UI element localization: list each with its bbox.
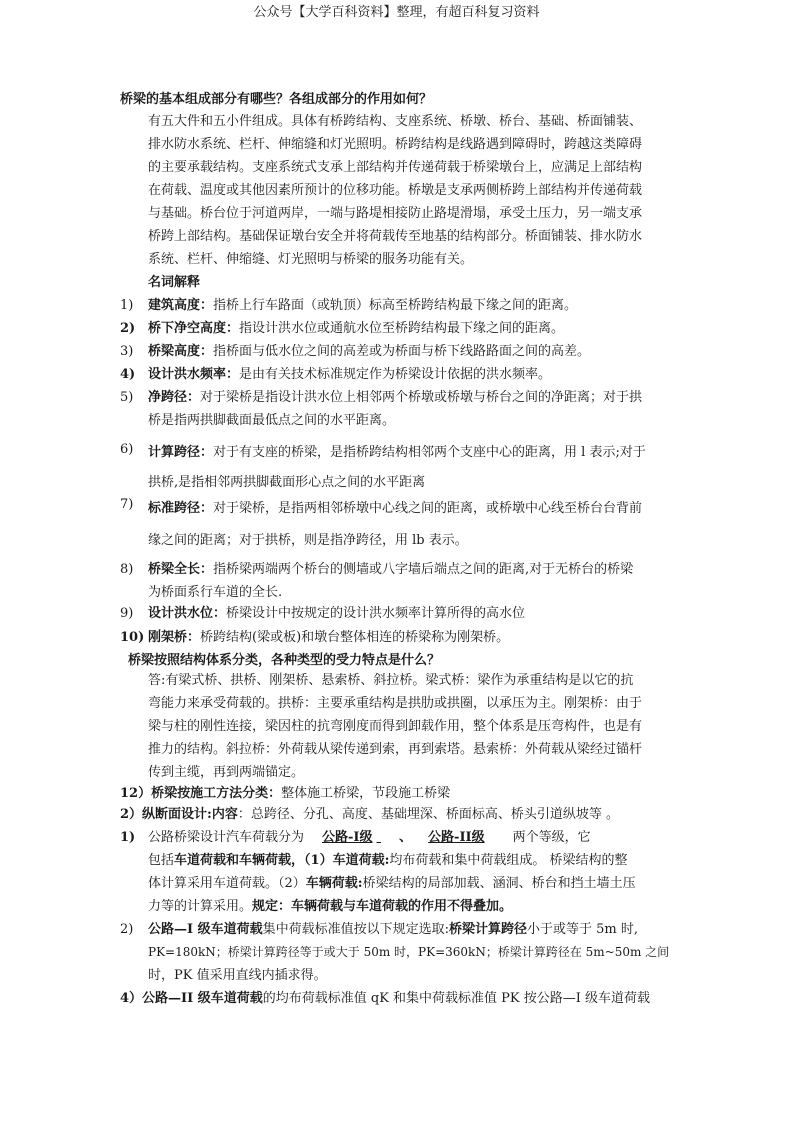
- load-item: [148, 826, 688, 918]
- term-label: 计算跨径：: [148, 445, 214, 460]
- question-2-title: 桥梁按照结构体系分类，各种类型的受力特点是什么？: [128, 653, 441, 668]
- load-item-4: [120, 987, 650, 1010]
- load-text: 公路桥梁设计汽车荷载分为: [148, 830, 305, 845]
- answer-line: 的主要承载结构。支座系统式支承上部结构并传递荷载于桥梁墩台上，应满足上部结构: [148, 160, 643, 175]
- load-emphasis: 车辆荷载:: [305, 876, 363, 891]
- load-text: PK=180kN；桥梁计算跨径等于或大于 50m 时，PK=360kN；桥梁计算跨径在 5m~50m 之间: [148, 945, 670, 959]
- load-text: 两个等级，它: [512, 830, 591, 845]
- grade-2: 公路-II级: [428, 830, 485, 845]
- term-label: 净跨径：: [148, 390, 201, 405]
- load-number: 2): [120, 922, 134, 937]
- answer-line: 排水防水系统、栏杆、伸缩缝和灯光照明。桥跨结构是线路遇到障碍时，跨越这类障碍: [148, 137, 643, 152]
- load-item: [148, 918, 688, 987]
- term-number: 7): [120, 497, 134, 512]
- page-header: 公众号【大学百科资料】整理，有超百科复习资料: [253, 5, 540, 20]
- term-item: [148, 602, 678, 625]
- section-label: 2）纵断面设计:内容: [120, 807, 238, 822]
- section-text: 整体施工桥梁，节段施工桥梁: [281, 786, 451, 801]
- term-item: [148, 438, 678, 498]
- term-definition: 拱桥,是指相邻两拱脚截面形心点之间的水平距离: [148, 475, 426, 490]
- answer-line: 传到主缆，再到两端锚定。: [148, 765, 305, 780]
- answer-line: 梁与柱的刚性连接，梁因柱的抗弯刚度而得到卸载作用，整个体系是压弯构件，也是有: [148, 719, 643, 734]
- question-1-title: 桥梁的基本组成部分有哪些？各组成部分的作用如何？: [120, 92, 433, 107]
- term-item: [148, 493, 678, 557]
- term-number: 6): [120, 442, 134, 457]
- load-text: 的均布荷载标准值 qK 和集中荷载标准值 PK 按公路—I 级车道荷载: [262, 991, 651, 1006]
- load-text: 集中荷载标准值按以下规定选取:: [262, 922, 449, 937]
- term-definition: 对于梁桥，是指两相邻桥墩中心线之间的距离，或桥墩中心线至桥台台背前: [213, 501, 643, 516]
- term-number: 4): [120, 367, 136, 382]
- term-definition: 对于梁桥是指设计洪水位上相邻两个桥墩或桥墩与桥台之间的净距离；对于拱: [200, 390, 643, 405]
- load-emphasis: 规定：车辆荷载与车道荷载的作用不得叠加。: [252, 899, 513, 914]
- answer-line: 有五大件和五小件组成。具体有桥跨结构、支座系统、桥墩、桥台、基础、桥面铺装、: [148, 114, 643, 129]
- term-number: 1): [120, 298, 134, 313]
- term-item: [148, 363, 678, 386]
- term-number: 10): [120, 630, 145, 645]
- term-number: 3): [120, 344, 134, 359]
- answer-line: 在荷载、温度或其他因素所预计的位移功能。桥墩是支承两侧桥跨上部结构并传递荷载: [148, 183, 643, 198]
- term-label: 建筑高度：: [148, 298, 214, 313]
- term-definition: 为桥面系行车道的全长.: [148, 585, 283, 600]
- answer-line: 答:有梁式桥、拱桥、刚架桥、悬索桥、斜拉桥。梁式桥：梁作为承重结构是以它的抗: [148, 673, 634, 688]
- term-item: [148, 386, 678, 432]
- term-definition: 是由有关技术标准规定作为桥梁设计依据的洪水频率。: [239, 367, 552, 382]
- term-definition: 指桥面与低水位之间的高差或为桥面与桥下线路路面之间的高差。: [213, 344, 591, 359]
- term-definition: 指桥上行车路面（或轨顶）标高至桥跨结构最下缘之间的距离。: [213, 298, 578, 313]
- load-text: 小于或等于 5m 时,: [527, 922, 639, 937]
- term-item: [148, 340, 678, 363]
- grade-1: 公路-I级: [322, 830, 373, 845]
- term-label: 桥梁全长：: [148, 562, 214, 577]
- term-label: 标准跨径：: [148, 501, 214, 516]
- term-definition: 桥梁设计中按规定的设计洪水频率计算所得的高水位: [226, 606, 526, 621]
- term-definition: 指设计洪水位或通航水位至桥跨结构最下缘之间的距离。: [239, 321, 565, 336]
- load-text: 包括: [148, 853, 175, 868]
- term-item: [148, 558, 678, 604]
- load-emphasis: 公路—I 级车道荷载: [148, 922, 263, 937]
- term-item: [148, 626, 678, 649]
- term-label: 桥梁高度：: [148, 344, 214, 359]
- term-number: 5): [120, 390, 134, 405]
- load-emphasis: ，（1）车道荷载:: [291, 853, 390, 868]
- term-definition: 指桥梁两端两个桥台的侧墙或八字墙后端点之间的距离,对于无桥台的桥梁: [213, 562, 634, 577]
- term-label: 设计洪水频率：: [148, 367, 240, 382]
- load-text: 体计算采用车道荷载。（2）: [148, 876, 306, 891]
- profile-design: [120, 803, 619, 826]
- load-emphasis: 车道荷载和车辆荷载: [174, 853, 292, 868]
- load-number: 1): [120, 830, 136, 845]
- term-number: 8): [120, 562, 134, 577]
- load-emphasis: 4）公路—II 级车道荷载: [120, 991, 263, 1006]
- term-label: 刚架桥：: [148, 630, 201, 645]
- term-label: 桥下净空高度：: [148, 321, 240, 336]
- section-text: ：总跨径、分孔、高度、基础埋深、桥面标高、桥头引道纵坡等 。: [237, 807, 619, 822]
- term-definition: 缘之间的距离；对于拱桥，则是指净跨径，用 lb 表示。: [148, 533, 468, 548]
- term-definition: 对于有支座的桥梁，是指桥跨结构相邻两个支座中心的距离，用 l 表示;对于: [213, 445, 646, 460]
- terms-heading: 名词解释: [148, 275, 201, 290]
- question-2-answer: [148, 669, 688, 784]
- load-emphasis: 桥梁计算跨径: [449, 922, 528, 937]
- load-text: 均布荷载和集中荷载组成。 桥梁结构的整: [389, 853, 628, 868]
- construction-classification: [120, 782, 450, 805]
- separator: 、: [399, 830, 413, 845]
- answer-line: 弯能力来承受荷载的。拱桥：主要承重结构是拱肋或拱圈，以承压为主。刚架桥：由于: [148, 696, 643, 711]
- term-number: 9): [120, 606, 134, 621]
- load-text: 时，PK 值采用直线内插求得。: [148, 968, 327, 983]
- answer-line: 桥跨上部结构。基础保证墩台安全并将荷载传至地基的结构部分。桥面铺装、排水防水: [148, 229, 643, 244]
- term-definition: 桥跨结构(梁或板)和墩台整体相连的桥梁称为刚架桥。: [200, 630, 510, 645]
- load-text: 力等的计算采用。: [148, 899, 253, 914]
- term-item: [148, 294, 678, 317]
- term-definition: 桥是指两拱脚截面最低点之间的水平距离。: [148, 413, 396, 428]
- term-item: [148, 317, 678, 340]
- question-1-answer: [148, 110, 688, 271]
- answer-line: 系统、栏杆、伸缩缝、灯光照明与桥梁的服务功能有关。: [148, 252, 474, 267]
- term-label: 设计洪水位：: [148, 606, 227, 621]
- load-text: 桥梁结构的局部加载、涵洞、桥台和挡土墙土压: [362, 876, 636, 891]
- answer-line: 推力的结构。斜拉桥：外荷载从梁传递到索，再到索塔。悬索桥：外荷载从梁经过锚杆: [148, 742, 643, 757]
- section-label: 12）桥梁按施工方法分类：: [120, 786, 282, 801]
- answer-line: 与基础。桥台位于河道两岸，一端与路堤相接防止路堤滑塌，承受土压力，另一端支承: [148, 206, 643, 221]
- term-number: 2): [120, 321, 136, 336]
